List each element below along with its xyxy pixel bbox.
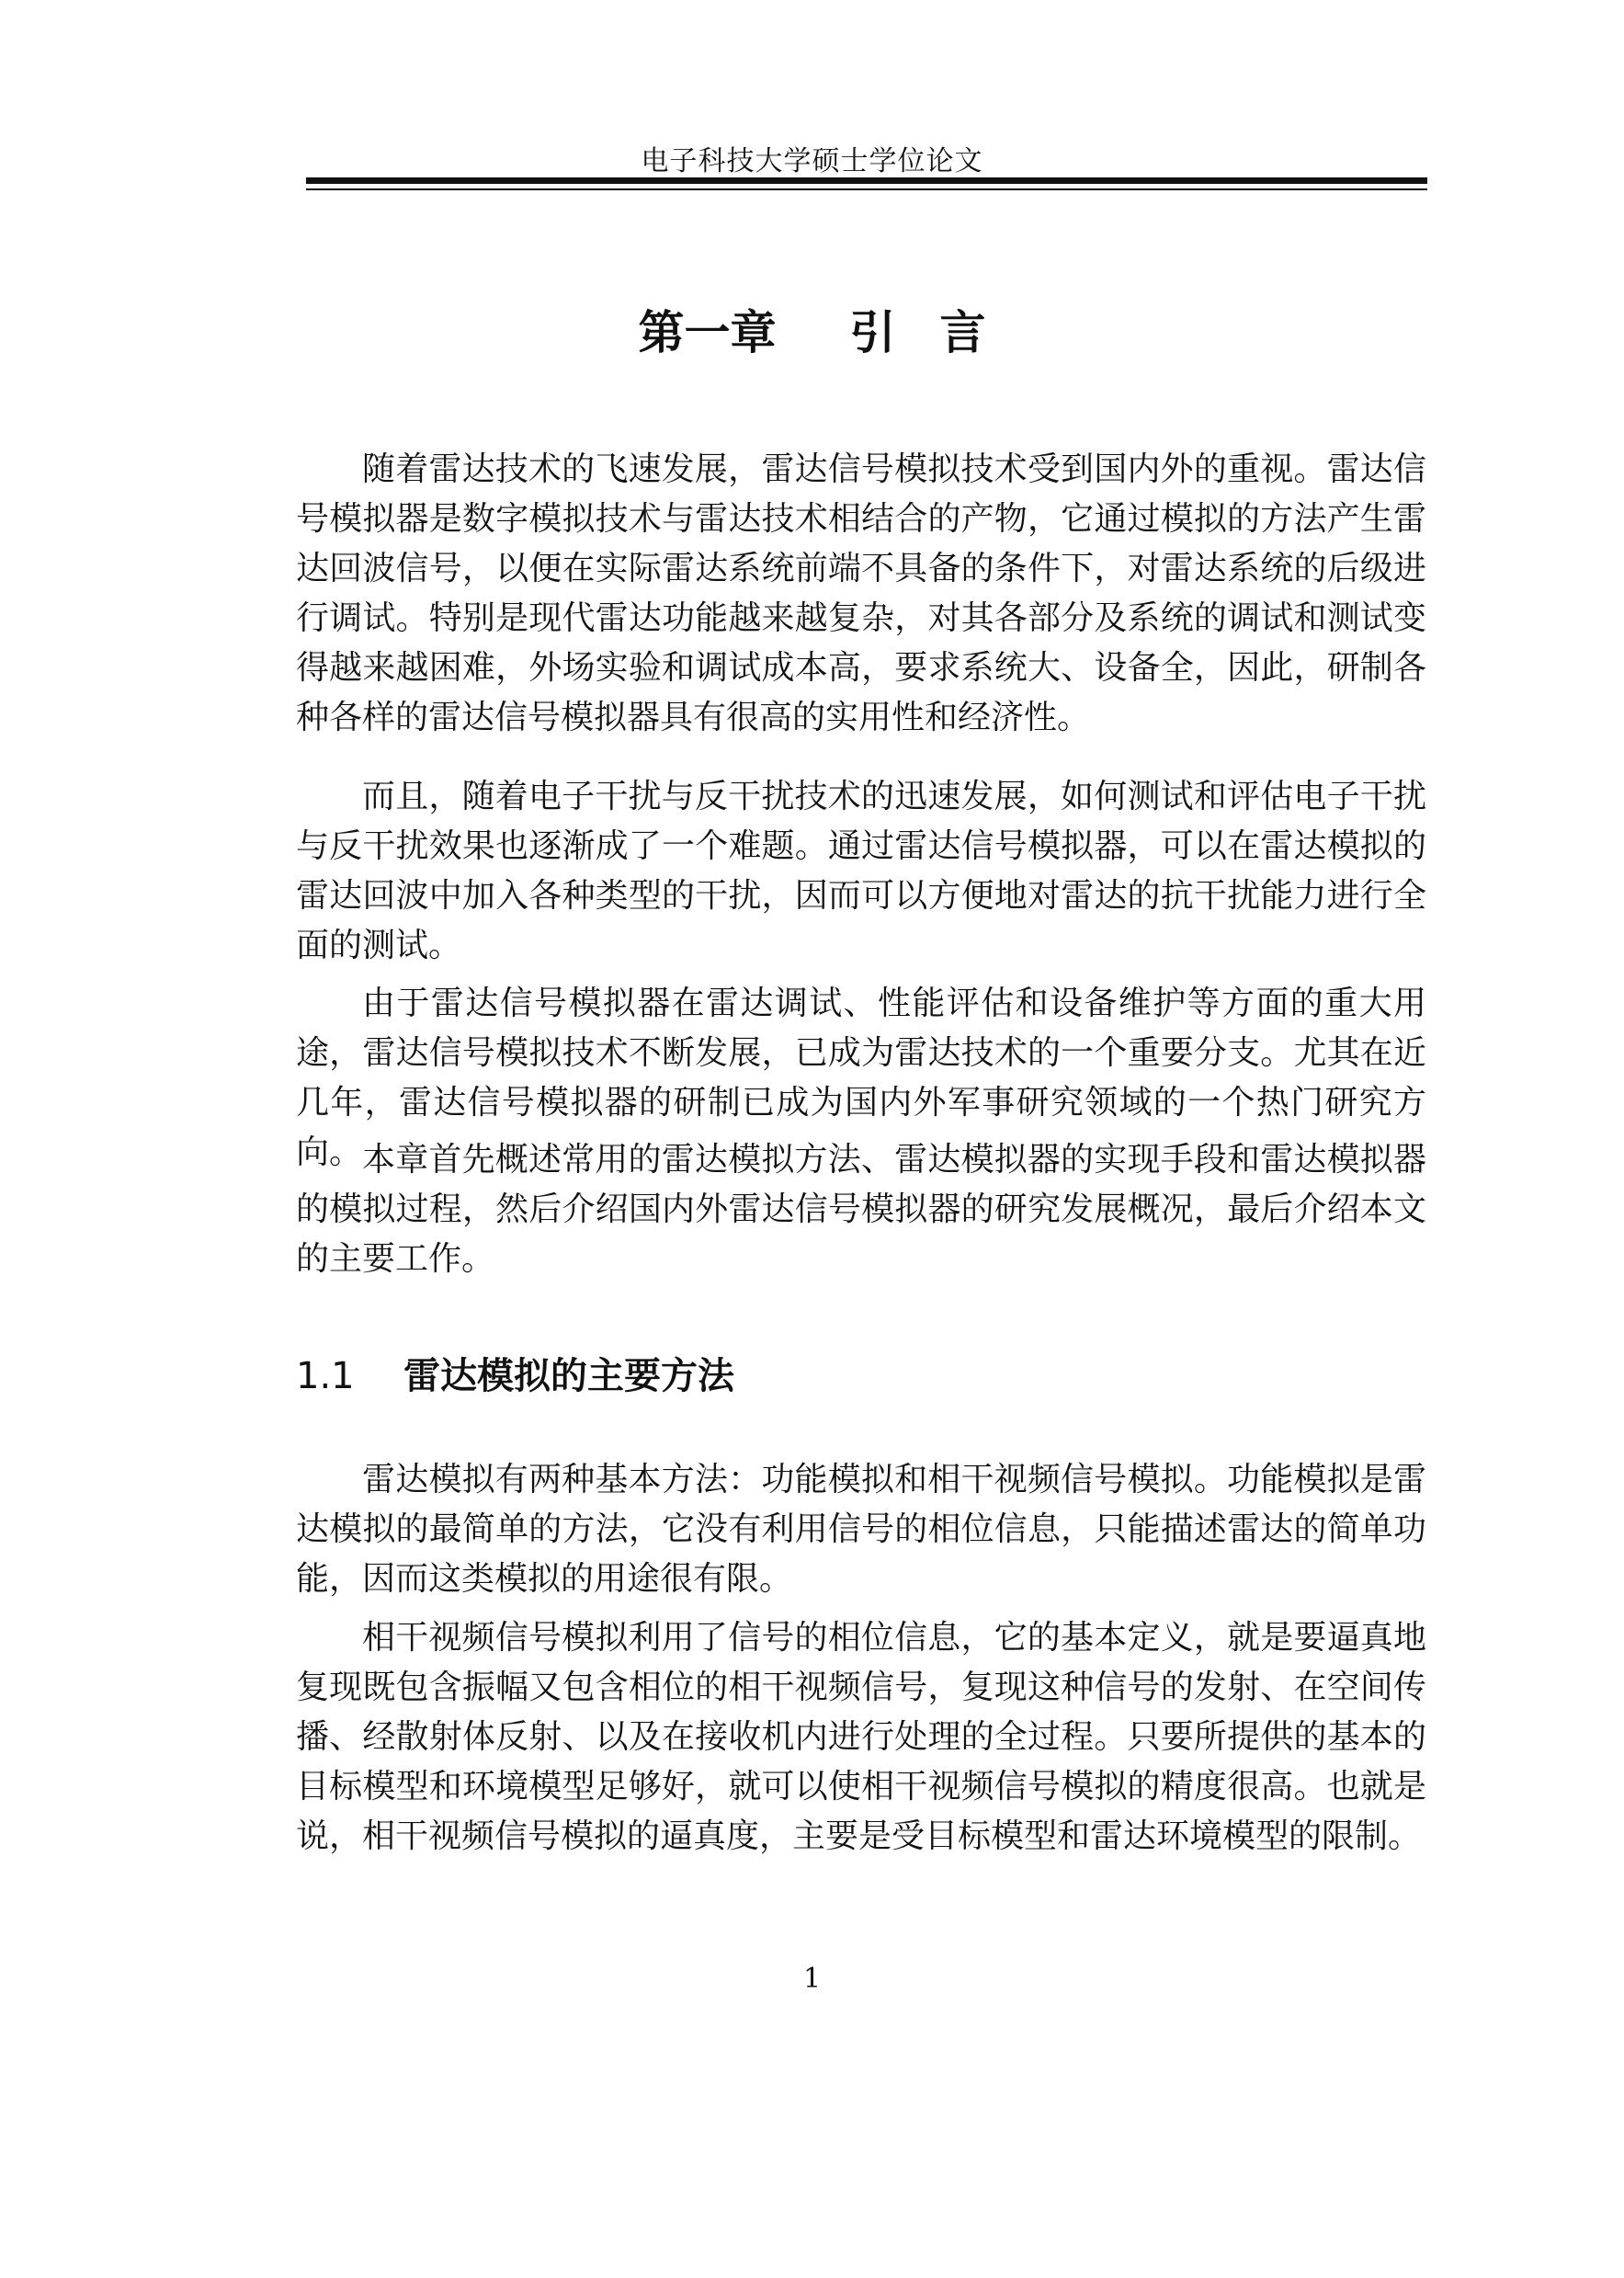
header-rule-thick: [306, 177, 1427, 184]
chapter-title-char-1: 引: [849, 306, 896, 359]
page-number: 1: [802, 1963, 822, 1995]
chapter-title: [0, 296, 1624, 362]
paragraph-4: 本章首先概述常用的雷达模拟方法、雷达模拟器的实现手段和雷达模拟器的模拟过程，然后介绍国内外雷达信号模拟器的研究发展概况，最后介绍本文的主要工作。: [296, 1141, 1426, 1278]
paragraph-2: 而且，随着电子干扰与反干扰技术的迅速发展，如何测试和评估电子干扰与反干扰效果也逐渐成了一个难题。通过雷达信号模拟器，可以在雷达模拟的雷达回波中加入各种类型的干扰，因而可以方便地对雷达的抗干扰能力进行全面的测试。: [296, 778, 1426, 964]
section-title: 雷达模拟的主要方法: [403, 1355, 734, 1397]
section-heading: [296, 1347, 734, 1399]
chapter-title-char-2: 言: [939, 306, 986, 359]
section-number: 1.1: [296, 1355, 355, 1397]
paragraph-1: 随着雷达技术的飞速发展，雷达信号模拟技术受到国内外的重视。雷达信号模拟器是数字模拟技术与雷达技术相结合的产物，它通过模拟的方法产生雷达回波信号，以便在实际雷达系统前端不具备的条件下，对雷达系统的后级进行调试。特别是现代雷达功能越来越复杂，对其各部分及系统的调试和测试变得越来越困难，外场实验和调试成本高，要求系统大、设备全，因此，研制各种各样的雷达信号模拟器具有很高的实用性和经济性。: [296, 450, 1426, 736]
paragraph-3: 由于雷达信号模拟器在雷达调试、性能评估和设备维护等方面的重大用途，雷达信号模拟技术不断发展，已成为雷达技术的一个重要分支。尤其在近几年，雷达信号模拟器的研制已成为国内外军事研究领域的一个热门研究方向。: [296, 985, 1426, 1171]
section-paragraph-1: 雷达模拟有两种基本方法：功能模拟和相干视频信号模拟。功能模拟是雷达模拟的最简单的方法，它没有利用信号的相位信息，只能描述雷达的简单功能，因而这类模拟的用途很有限。: [296, 1461, 1426, 1598]
chapter-number-label: 第一章: [638, 306, 777, 359]
header-rule-thin: [306, 188, 1427, 190]
section-paragraph-2: 相干视频信号模拟利用了信号的相位信息，它的基本定义，就是要逼真地复现既包含振幅又包含相位的相干视频信号，复现这种信号的发射、在空间传播、经散射体反射、以及在接收机内进行处理的全过程。只要所提供的基本的目标模型和环境模型足够好，就可以使相干视频信号模拟的精度很高。也就是说，相干视频信号模拟的逼真度，主要是受目标模型和雷达环境模型的限制。: [296, 1619, 1426, 1855]
running-header: 电子科技大学硕士学位论文: [641, 145, 983, 177]
